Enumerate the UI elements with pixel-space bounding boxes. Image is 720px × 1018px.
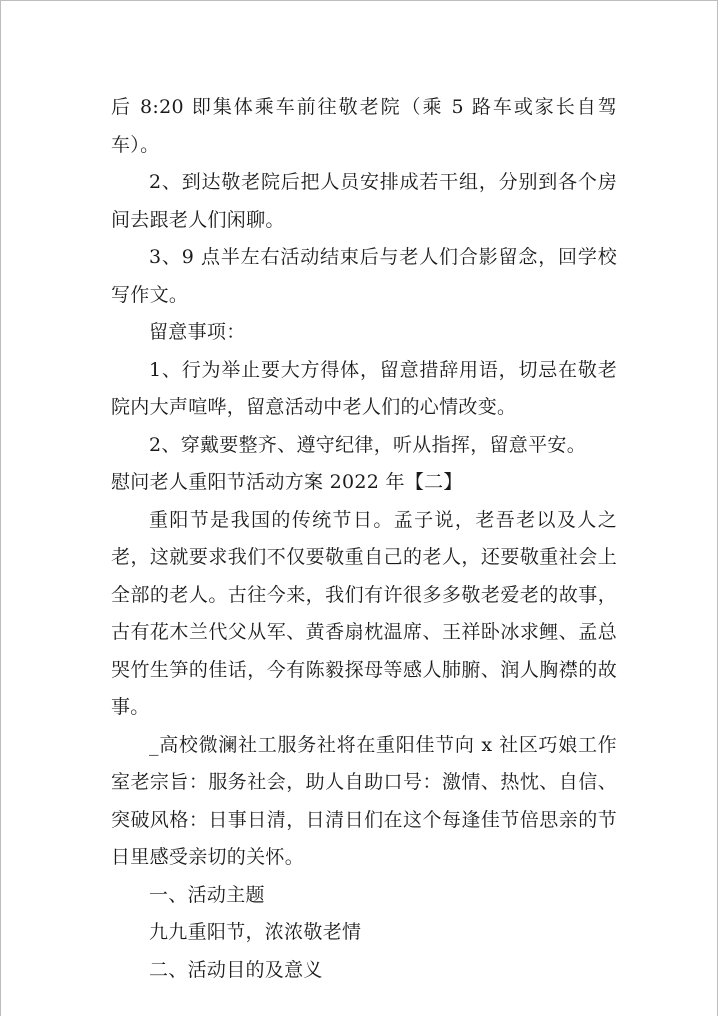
paragraph-step-2: 2、到达敬老院后把人员安排成若干组，分别到各个房间去跟老人们闲聊。 — [111, 171, 617, 231]
paragraph-note-1: 1、行为举止要大方得体，留意措辞用语，切忌在敬老院内大声喧哗，留意活动中老人们的心情改变。 — [111, 358, 617, 418]
paragraph-step-3: 3、9 点半左右活动结束后与老人们合影留念，回学校写作文。 — [111, 246, 617, 306]
paragraph-theme-slogan: 九九重阳节，浓浓敬老情 — [149, 921, 362, 943]
heading-purpose: 二、活动目的及意义 — [149, 958, 323, 981]
paragraph-travel-time: 后 8:20 即集体乘车前往敬老院（乘 5 路车或家长自驾车）。 — [111, 96, 617, 156]
paragraph-note-2: 2、穿戴要整齐、遵守纪律，听从指挥，留意平安。 — [149, 433, 586, 456]
heading-activity-theme: 一、活动主题 — [149, 883, 265, 906]
paragraph-organizer: _高校微澜社工服务社将在重阳佳节向 x 社区巧娘工作室老宗旨：服务社会，助人自助口号：激情、热忱、自信、突破风格：日事日清，日清日们在这个每逢佳节倍思亲的节日里感受亲切的关怀。 — [111, 733, 617, 868]
paragraph-intro: 重阳节是我国的传统节日。孟子说，老吾老以及人之老，这就要求我们不仅要敬重自己的老人，还要敬重社会上全部的老人。古往今来，我们有许很多多敬老爱老的故事，古有花木兰代父从军、黄香扇枕温席、王祥卧冰求鲤、孟总哭竹生笋的佳话，今有陈毅探母等感人肺腑、润人胸襟的故事。 — [111, 508, 617, 718]
paragraph-notes-heading: 留意事项： — [149, 321, 246, 343]
section-title: 慰问老人重阳节活动方案 2022 年【二】 — [111, 471, 463, 493]
document-body — [111, 89, 617, 989]
